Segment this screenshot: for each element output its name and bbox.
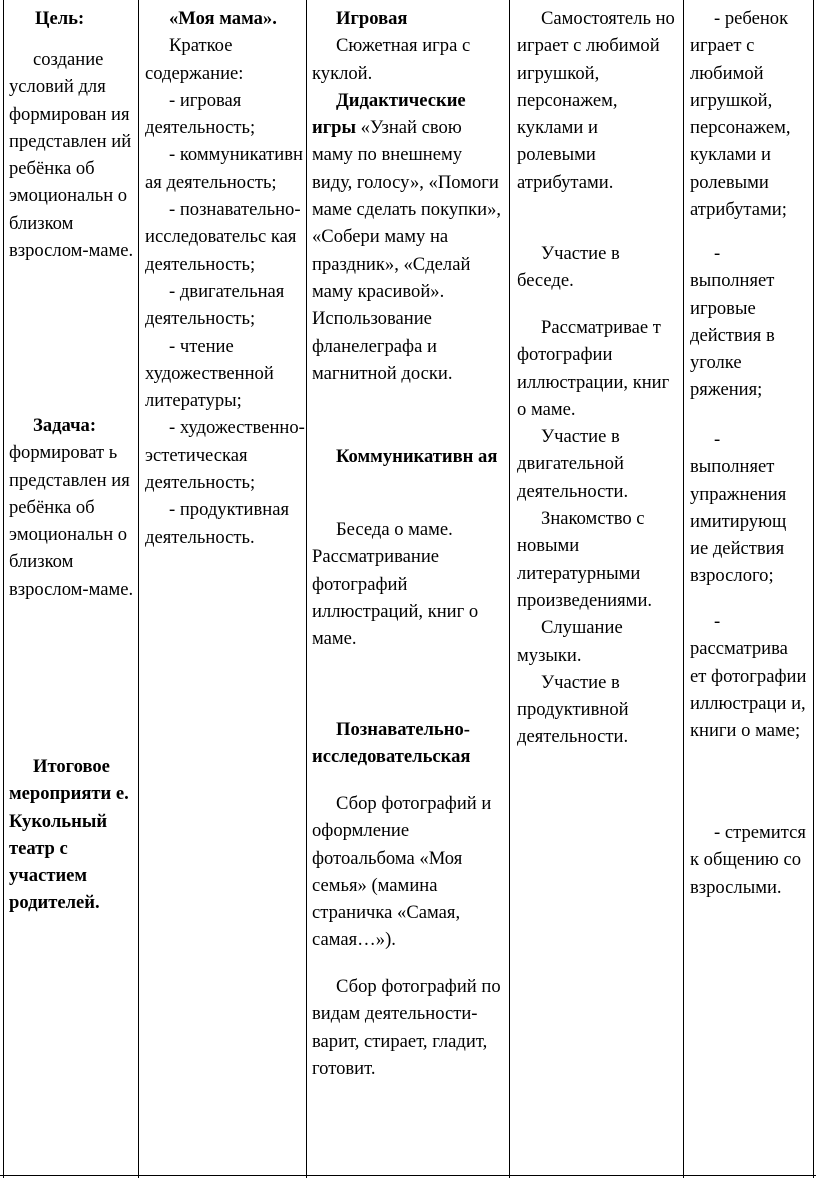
summary-label: Краткое содержание: bbox=[145, 35, 244, 84]
final-event-text: Кукольный театр с участием родителей. bbox=[9, 810, 108, 914]
didactic-text: «Узнай свою маму по внешнему виду, голосу», «Помоги маме сделать покупки», «Собери маму на праздник», «Сделай маму красивой». Использование фланелеграфа и магнитной доски. bbox=[312, 117, 502, 384]
child-activity-item: Участие в беседе. bbox=[517, 243, 620, 292]
child-activity-item: Участие в продуктивной деятельности. bbox=[517, 671, 629, 748]
game-text: Сюжетная игра с куклой. bbox=[312, 35, 471, 84]
theme-column bbox=[145, 0, 305, 1176]
result-item: - ребенок играет с любимой игрушкой, персонажем, куклами и ролевыми атрибутами; bbox=[690, 8, 791, 221]
activity-item: - коммуникативн ая деятельность; bbox=[145, 144, 303, 193]
child-activity-item: Рассматривае т фотографии иллюстрации, книг о маме. bbox=[517, 317, 670, 420]
cog-heading: Познавательно-исследовательская bbox=[312, 719, 471, 768]
final-event-label: Итоговое мероприяти е. bbox=[9, 756, 129, 805]
task-text: формироват ь представлен ия ребёнка об эмоциональн о близком взрослом-маме. bbox=[9, 442, 134, 600]
result-item: - рассматрива ет фотографии иллюстраци и, книги о маме; bbox=[690, 611, 807, 742]
result-item: - выполняет упражнения имитирующ ие действия взрослого; bbox=[690, 429, 787, 587]
goal-text: создание условий для формирован ия представлен ий ребёнка об эмоциональн о близком взрослом-маме. bbox=[9, 49, 134, 262]
child-activity-item: Знакомство с новыми литературными произведениями. bbox=[517, 508, 653, 611]
activity-item: - игровая деятельность; bbox=[145, 89, 256, 139]
forms-column bbox=[312, 0, 507, 1176]
cog-text-2: Сбор фотографий по видам деятельности-варит, стирает, гладит, готовит. bbox=[312, 976, 501, 1079]
comm-heading: Коммуникативн ая bbox=[336, 446, 498, 467]
child-activity-item: Участие в двигательной деятельности. bbox=[517, 426, 629, 502]
goal-label: Цель: bbox=[35, 8, 85, 29]
game-heading: Игровая bbox=[336, 8, 408, 29]
cog-text-1: Сбор фотографий и оформление фотоальбома «Моя семья» (мамина страничка «Самая, самая…»). bbox=[312, 793, 492, 951]
activity-item: - двигательная деятельность; bbox=[145, 280, 285, 330]
child-activity-column bbox=[517, 0, 682, 1176]
table-border-right bbox=[813, 0, 814, 1178]
column-divider-1 bbox=[138, 0, 139, 1178]
child-activity-item: Слушание музыки. bbox=[517, 617, 623, 666]
comm-text: Беседа о маме. Рассматривание фотографий иллюстраций, книг о маме. bbox=[312, 519, 479, 650]
activity-item: - чтение художественной литературы; bbox=[145, 335, 274, 412]
column-divider-3 bbox=[509, 0, 510, 1178]
activity-item: - познавательно-исследовательс кая деятельность; bbox=[145, 199, 301, 275]
column-divider-4 bbox=[683, 0, 684, 1178]
activity-item: - художественно-эстетическая деятельность; bbox=[145, 417, 305, 494]
theme-title: «Моя мама». bbox=[169, 8, 277, 29]
activity-item: - продуктивная деятельность. bbox=[145, 499, 290, 548]
column-divider-2 bbox=[306, 0, 307, 1178]
didactic-label: Дидактические игры bbox=[312, 89, 466, 139]
child-activity-item: Самостоятель но играет с любимой игрушкой, персонажем, куклами и ролевыми атрибутами. bbox=[517, 8, 675, 193]
results-column bbox=[690, 0, 810, 1176]
result-item: - стремится к общению со взрослыми. bbox=[690, 822, 806, 898]
result-item: - выполняет игровые действия в уголке ряжения; bbox=[690, 243, 775, 401]
task-label: Задача: bbox=[33, 415, 97, 436]
goal-column bbox=[9, 0, 137, 1176]
table-border-left bbox=[3, 0, 4, 1178]
